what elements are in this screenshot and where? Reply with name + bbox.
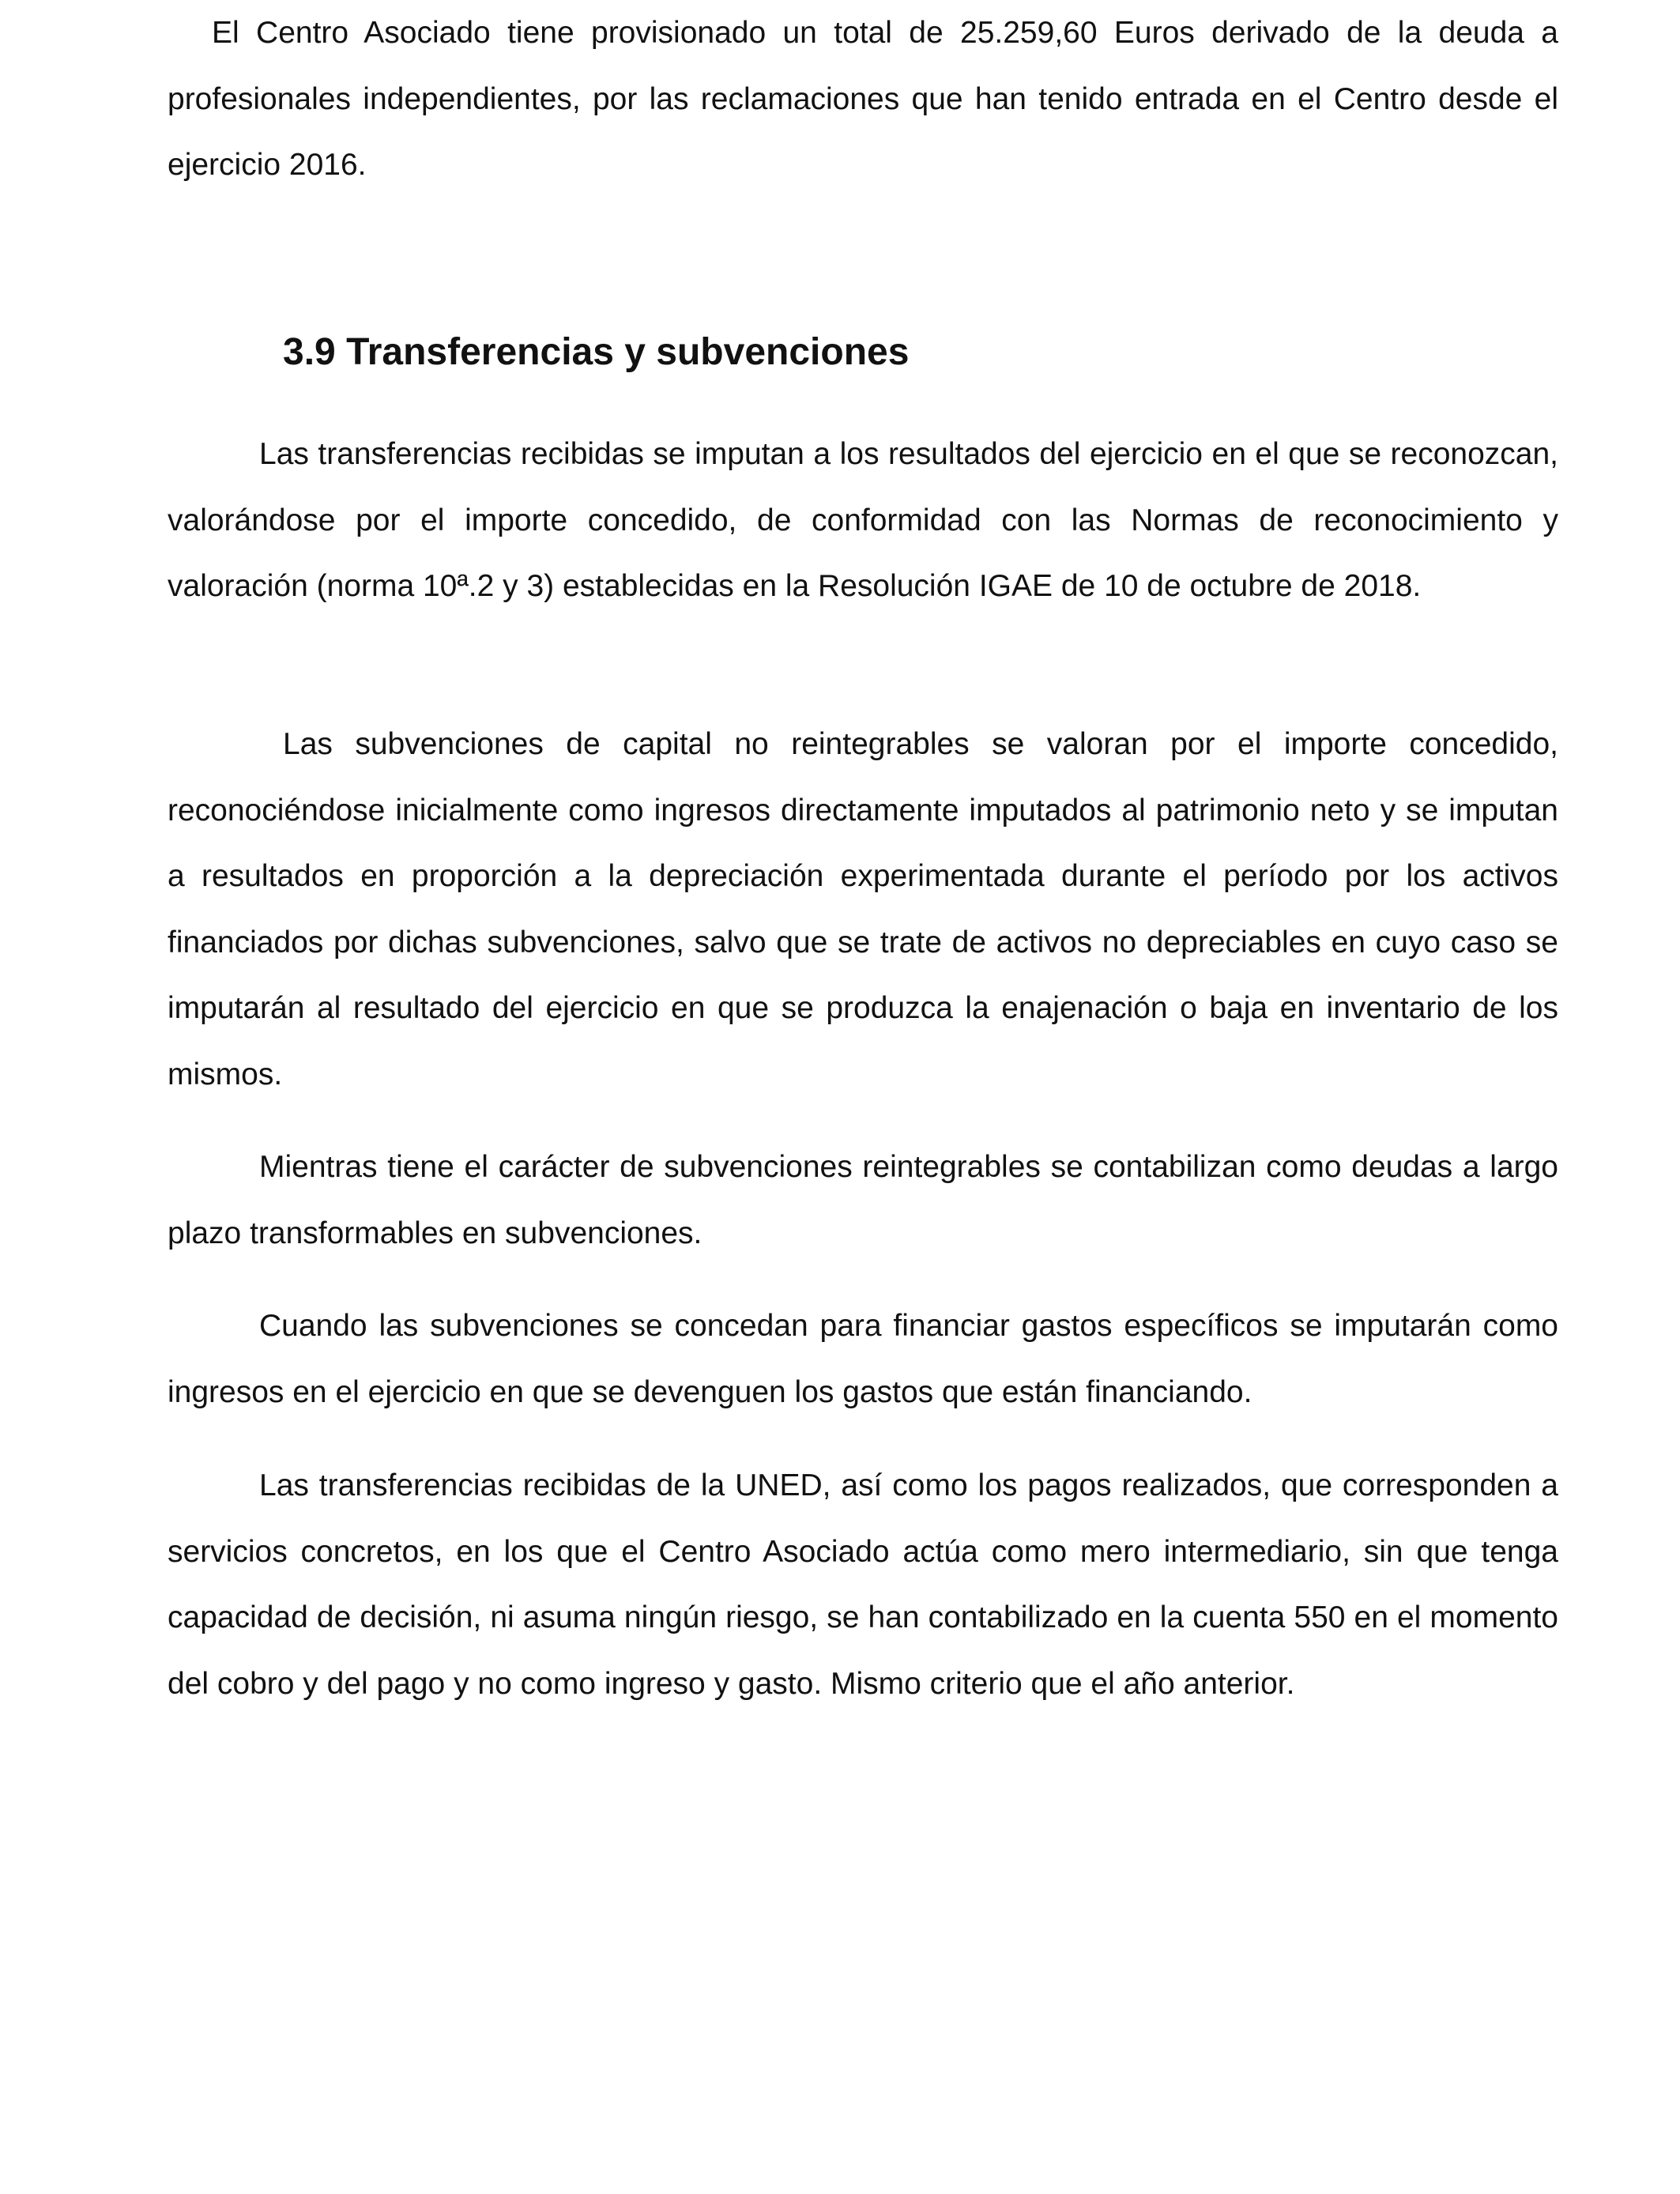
paragraph-gastos-especificos: Cuando las subvenciones se concedan para financiar gastos específicos se imputarán como ingresos en el ejercicio en que se devenguen los gastos que están financiando.: [168, 1309, 1558, 1409]
paragraph-subvenciones-reintegrables: Mientras tiene el carácter de subvenciones reintegrables se contabilizan como deudas a largo plazo transformables en subvenciones.: [168, 1150, 1558, 1250]
section-heading: 3.9 Transferencias y subvenciones: [283, 331, 910, 373]
paragraph-transferencias: Las transferencias recibidas se imputan a los resultados del ejercicio en el que se reconozcan, valorándose por el importe concedido, de conformidad con las Normas de reconocimiento y valoración (norma 10ª.2 y 3) establecidas en la Resolución IGAE de 10 de octubre de 2018.: [168, 437, 1558, 603]
intro-paragraph: El Centro Asociado tiene provisionado un total de 25.259,60 Euros derivado de la deuda a profesionales independientes, por las reclamaciones que han tenido entrada en el Centro desde el ejercicio 2016.: [168, 16, 1558, 182]
paragraph-transferencias-uned: Las transferencias recibidas de la UNED, así como los pagos realizados, que corresponden a servicios concretos, en los que el Centro Asociado actúa como mero intermediario, sin que tenga capacidad de decisión, ni asuma ningún riesgo, se han contabilizado en la cuenta 550 en el momento del cobro y del pago y no como ingreso y gasto. Mismo criterio que el año anterior.: [168, 1468, 1558, 1701]
paragraph-subvenciones-capital: Las subvenciones de capital no reintegrables se valoran por el importe concedido, reconociéndose inicialmente como ingresos directamente imputados al patrimonio neto y se imputan a resultados en proporción a la depreciación experimentada durante el período por los activos financiados por dichas subvenciones, salvo que se trate de activos no depreciables en cuyo caso se imputarán al resultado del ejercicio en que se produzca la enajenación o baja en inventario de los mismos.: [168, 727, 1558, 1091]
